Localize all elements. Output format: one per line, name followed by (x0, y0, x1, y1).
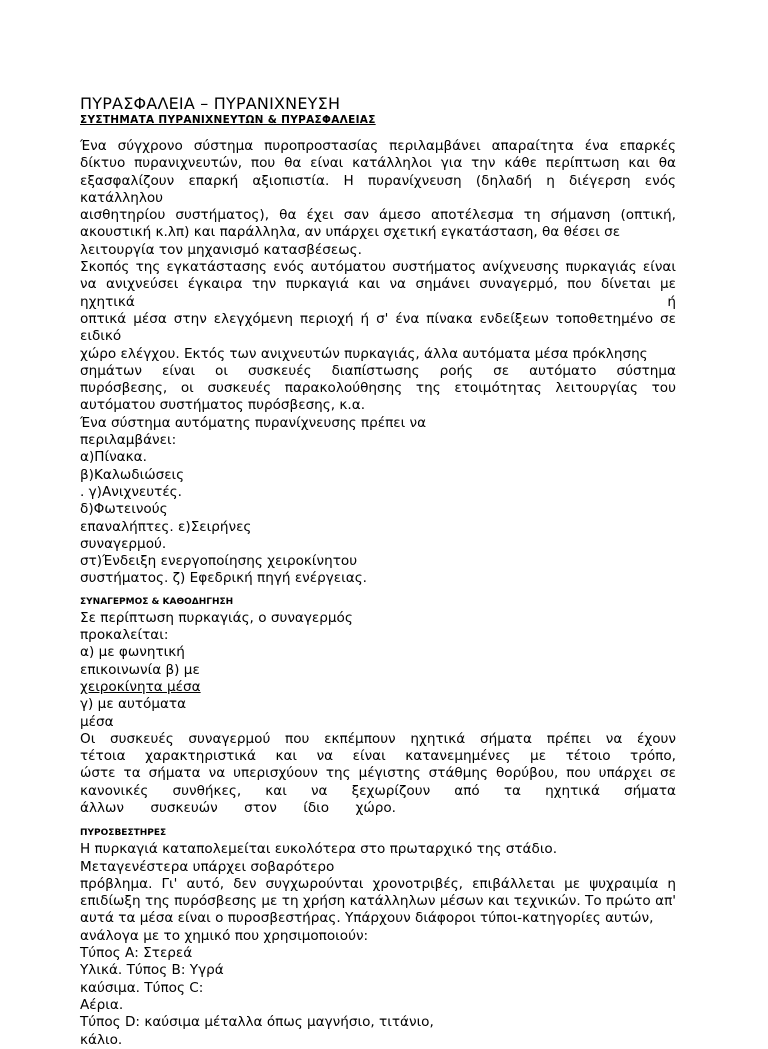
list-item: β)Καλωδιώσεις (80, 466, 185, 483)
section-heading: ΣΥΝΑΓΕΡΜΟΣ & ΚΑΘΟΔΗΓΗΣΗ (80, 596, 234, 607)
list-item: καύσιμα. Τύπος C: (80, 979, 204, 996)
list-item: Τύπος Α: Στερεά (80, 945, 193, 962)
list-item: συναγερμού. (80, 535, 167, 552)
document-page (80, 94, 676, 1049)
paragraph-line: Ένα σύστημα αυτόματης πυρανίχνευσης πρέπει να (80, 414, 427, 431)
paragraph-line: Μεταγενέστερα υπάρχει σοβαρότερο (80, 858, 335, 875)
paragraph-line: Σε περίπτωση πυρκαγιάς, ο συναγερμός (80, 609, 353, 626)
list-item: γ) με αυτόματα (80, 696, 187, 713)
list-item: στ)Ένδειξη ενεργοποίησης χειροκίνητου (80, 553, 358, 570)
paragraph-line: αυτά τα μέσα είναι ο πυροσβεστήρας. Υπάρχουν διάφοροι τύποι-κατηγορίες αυτών, (80, 910, 654, 927)
paragraph-line: Η πυρκαγιά καταπολεμείται ευκολότερα στο πρωταρχικό της στάδιο. (80, 841, 558, 858)
list-item: α) με φωνητική (80, 644, 185, 661)
list-item: Αέρια. (80, 996, 124, 1013)
paragraph-line: ώστε τα σήματα να υπερισχύουν της μέγιστης στάθμης θορύβου, που υπάρχει σε (80, 765, 676, 782)
section-extinguishers (80, 827, 676, 1049)
paragraph-line: κανονικές συνθήκες, και να ξεχωρίζουν από τα ηχητικά σήματα (80, 782, 676, 799)
paragraph-line: ακουστική κ.λπ) και παράλληλα, αν υπάρχει σχετική εγκατάσταση, θα θέσει σε (80, 224, 621, 241)
list-item: Τύπος D: καύσιμα μέταλλα όπως μαγνήσιο, τιτάνιο, (80, 1014, 434, 1031)
paragraph-line: ανάλογα με το χημικό που χρησιμοποιούν: (80, 927, 369, 944)
paragraph-line: αισθητηρίου συστήματος), θα έχει σαν άμεσο αποτέλεσμα τη σήμανση (οπτική, (80, 207, 676, 224)
paragraph-line: Σκοπός της εγκατάστασης ενός αυτόματου συστήματος ανίχνευσης πυρκαγιάς είναι (80, 259, 676, 276)
list-item: κάλιο. (80, 1031, 123, 1048)
list-item: συστήματος. ζ) Εφεδρική πηγή ενέργειας. (80, 570, 367, 587)
paragraph-line: να ανιχνεύσει έγκαιρα την πυρκαγιά και να σημάνει συναγερμό, που δίνεται με ηχητικά ή (80, 276, 676, 310)
list-item: επαναλήπτες. ε)Σειρήνες (80, 518, 252, 535)
paragraph-line: αυτόματου συστήματος πυρόσβεσης, κ.α. (80, 397, 366, 414)
list-item: Υλικά. Τύπος Β: Υγρά (80, 962, 224, 979)
paragraph-line: Ένα σύγχρονο σύστημα πυροπροστασίας περιλαμβάνει απαραίτητα ένα επαρκές (80, 138, 676, 154)
document-subtitle: ΣΥΣΤΗΜΑΤΑ ΠΥΡΑΝΙΧΝΕΥΤΩΝ & ΠΥΡΑΣΦΑΛΕΙΑΣ (80, 114, 376, 126)
paragraph-line: σημάτων είναι οι συσκευές διαπίστωσης ροής σε αυτόματο σύστημα (80, 362, 676, 379)
list-item: . γ)Ανιχνευτές. (80, 483, 182, 500)
paragraph-line: τέτοια χαρακτηριστικά και να είναι κατανεμημένες με τέτοιο τρόπο, (80, 748, 676, 765)
paragraph-line: πρόβλημα. Γι' αυτό, δεν συγχωρούνται χρονοτριβές, επιβάλλεται με ψυχραιμία η (80, 875, 676, 892)
section-intro (80, 138, 676, 588)
paragraph-line: επιδίωξη της πυρόσβεσης με τη χρήση κατάλληλων μέσων και τεχνικών. Το πρώτο απ' (80, 893, 676, 910)
paragraph-line: δίκτυο πυρανιχνευτών, που θα είναι κατάλληλοι για την κάθε περίπτωση και θα (80, 155, 676, 172)
paragraph-line: λειτουργία τον μηχανισμό κατασβέσεως. (80, 241, 362, 258)
paragraph-line: περιλαμβάνει: (80, 432, 177, 449)
document-title: ΠΥΡΑΣΦΑΛΕΙΑ – ΠΥΡΑΝΙΧΝΕΥΣΗ (80, 94, 341, 113)
list-item: μέσα (80, 713, 114, 730)
list-item: χειροκίνητα μέσα (80, 678, 201, 695)
paragraph-line: εξασφαλίζουν επαρκή αξιοπιστία. Η πυρανίχνευση (δηλαδή η διέγερση ενός κατάλληλου (80, 172, 676, 206)
section-alarm (80, 596, 676, 818)
list-item: δ)Φωτεινούς (80, 501, 168, 518)
paragraph-line: προκαλείται: (80, 627, 169, 644)
paragraph-line: άλλων συσκευών στον ίδιο χώρο. (80, 799, 396, 816)
paragraph-line: οπτικά μέσα στην ελεγχόμενη περιοχή ή σ' ένα πίνακα ενδείξεων τοποθετημένο σε ειδικό (80, 310, 676, 345)
paragraph-line: πυρόσβεσης, οι συσκευές παρακολούθησης της ετοιμότητας λειτουργίας του (80, 380, 676, 397)
paragraph-line: Οι συσκευές συναγερμού που εκπέμπουν ηχητικά σήματα πρέπει να έχουν (80, 730, 676, 747)
list-item: επικοινωνία β) με (80, 661, 200, 678)
paragraph-line: χώρο ελέγχου. Εκτός των ανιχνευτών πυρκαγιάς, άλλα αυτόματα μέσα πρόκλησης (80, 345, 648, 362)
list-item: α)Πίνακα. (80, 449, 147, 466)
section-heading: ΠΥΡΟΣΒΕΣΤΗΡΕΣ (80, 828, 167, 839)
